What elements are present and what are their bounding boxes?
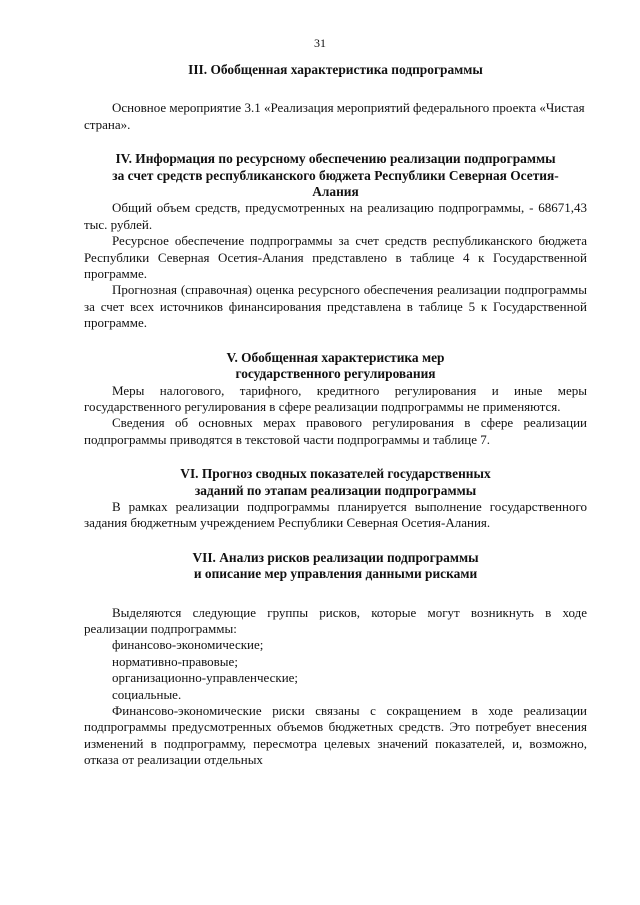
section-4-paragraph-2: Ресурсное обеспечение подпрограммы за счет средств республиканского бюджета Республики Северная Осетия-Алания представлено в таблице 4 к Государственной программе. — [84, 233, 587, 282]
section-7-paragraph-1: Выделяются следующие группы рисков, которые могут возникнуть в ходе реализации подпрограммы: — [84, 604, 587, 636]
section-4-title-line-1: IV. Информация по ресурсному обеспечению реализации подпрограммы — [115, 151, 556, 167]
section-5-title-line-2: государственного регулирования — [235, 366, 436, 382]
section-4-paragraph-1: Общий объем средств, предусмотренных на реализацию подпрограммы, - 68671,43 тыс. рублей. — [84, 200, 587, 232]
section-5-paragraph-1: Меры налогового, тарифного, кредитного регулирования и иные меры государственного регулирования в сфере реализации подпрограммы не применяются. — [84, 382, 587, 414]
section-7-paragraph-2: Финансово-экономические риски связаны с сокращением в ходе реализации подпрограммы предусмотренных объемов бюджетных средств. Это потребует внесения изменений в подпрограмму, пересмотра целевых значений показателей, и, возможно, отказа от реализации отдельных — [84, 703, 587, 768]
risk-list — [84, 637, 587, 703]
section-5-paragraph-2: Сведения об основных мерах правового регулирования в сфере реализации подпрограммы приводятся в текстовой части подпрограммы и таблице 7. — [84, 415, 587, 447]
section-6-paragraph-1: В рамках реализации подпрограммы планируется выполнение государственного задания бюджетным учреждением Республики Северная Осетия-Алания. — [84, 498, 587, 531]
section-6-title-line-1: VI. Прогноз сводных показателей государственных — [180, 466, 491, 482]
section-4-paragraph-3: Прогнозная (справочная) оценка ресурсного обеспечения реализации подпрограммы за счет всех источников финансирования представлена в таблице 5 к Государственной программе. — [84, 282, 587, 331]
section-4-title-line-2: за счет средств республиканского бюджета Республики Северная Осетия- — [112, 167, 559, 183]
section-4 — [84, 151, 587, 331]
risk-item: организационно-управленческие; — [112, 670, 299, 686]
section-3-title: III. Обобщенная характеристика подпрограммы — [188, 62, 483, 77]
section-5-title-line-1: V. Обобщенная характеристика мер — [226, 349, 445, 365]
section-6 — [84, 466, 587, 532]
section-3-paragraph-1: Основное мероприятие 3.1 «Реализация мероприятий федерального проекта «Чистая страна». — [84, 100, 585, 132]
document-body — [84, 62, 587, 769]
risk-item: социальные. — [112, 686, 182, 702]
section-6-title-line-2: заданий по этапам реализации подпрограммы — [194, 482, 477, 498]
risk-item: финансово-экономические; — [112, 637, 264, 653]
page-number: 31 — [314, 36, 326, 50]
section-7-title-line-1: VII. Анализ рисков реализации подпрограммы — [192, 549, 479, 565]
section-5 — [84, 350, 587, 448]
section-7-title-line-2: и описание мер управления данными рисками — [193, 566, 478, 582]
section-3 — [84, 62, 587, 133]
section-7 — [84, 550, 587, 769]
section-4-title-line-3: Алания — [312, 184, 359, 200]
risk-item: нормативно-правовые; — [112, 653, 238, 669]
